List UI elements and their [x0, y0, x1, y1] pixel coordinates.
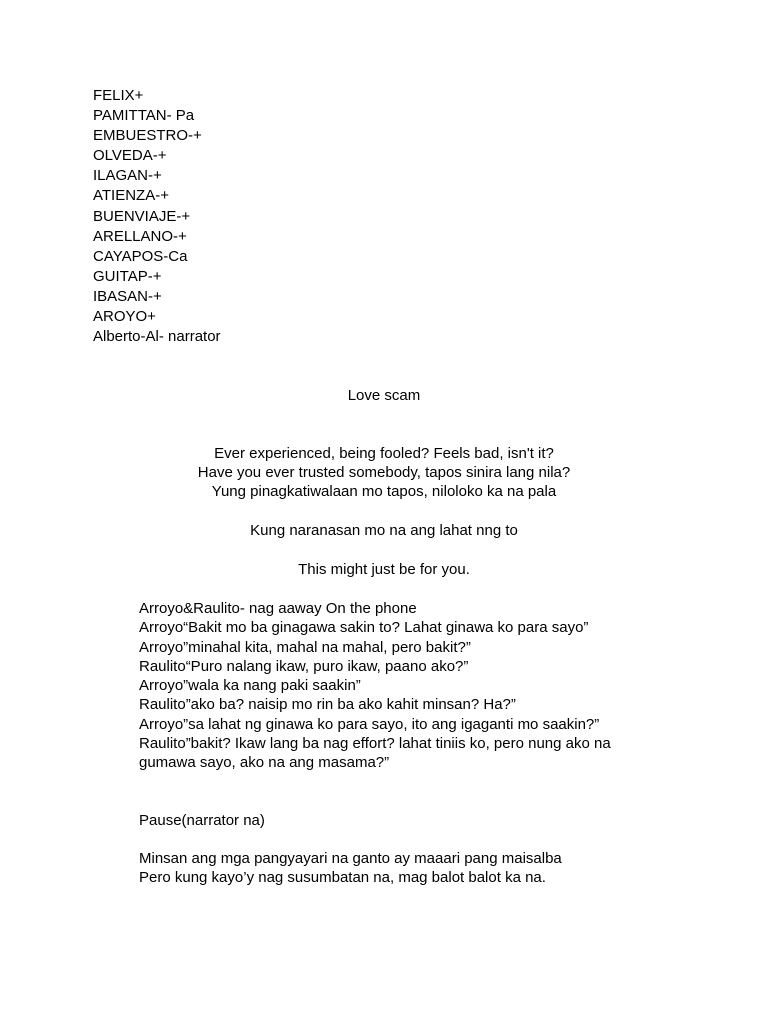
cast-list [93, 86, 221, 347]
cast-item: ARELLANO-+ [93, 227, 187, 245]
dialogue-line: Arroyo”minahal kita, mahal na mahal, pero bakit?” [139, 638, 471, 656]
intro-line: Have you ever trusted somebody, tapos sinira lang nila? [197, 464, 571, 481]
dialogue-line: Raulito“Puro nalang ikaw, puro ikaw, paano ako?” [139, 657, 469, 675]
cast-item: BUENVIAJE-+ [93, 207, 191, 225]
document-title: Love scam [347, 387, 421, 404]
cast-item: ILAGAN-+ [93, 167, 162, 185]
centered-line: Kung naranasan mo na ang lahat nng to [250, 522, 518, 539]
dialogue-line: Arroyo”wala ka nang paki saakin” [139, 677, 361, 695]
cast-item: GUITAP-+ [93, 267, 162, 285]
intro-line: Ever experienced, being fooled? Feels bad, isn't it? [214, 445, 554, 462]
dialogue-line: Arroyo“Bakit mo ba ginagawa sakin to? Lahat ginawa ko para sayo” [139, 619, 589, 637]
closing-line: Minsan ang mga pangyayari na ganto ay maaari pang maisalba [139, 850, 562, 867]
intro-line: Yung pinagkatiwalaan mo tapos, niloloko ka na pala [211, 483, 557, 500]
pause-line: Pause(narrator na) [139, 812, 265, 829]
cast-item: CAYAPOS-Ca [93, 247, 188, 265]
dialogue-line: Raulito”bakit? Ikaw lang ba nag effort? lahat tiniis ko, pero nung ako na [139, 735, 611, 753]
dialogue-line: Arroyo&Raulito- nag aaway On the phone [139, 600, 417, 617]
closing-block [139, 849, 562, 888]
dialogue-block [139, 599, 611, 773]
dialogue-line: Arroyo”sa lahat ng ginawa ko para sayo, ito ang igaganti mo saakin?” [139, 715, 600, 733]
cast-item: AROYO+ [93, 308, 156, 326]
cast-item: ATIENZA-+ [93, 187, 169, 205]
dialogue-line: Raulito”ako ba? naisip mo rin ba ako kahit minsan? Ha?” [139, 696, 516, 714]
cast-item: PAMITTAN- Pa [93, 107, 195, 125]
cast-item: IBASAN-+ [93, 287, 162, 305]
cast-item: Alberto-Al- narrator [93, 328, 221, 346]
cast-item: EMBUESTRO-+ [93, 127, 202, 145]
cast-item: OLVEDA-+ [93, 147, 167, 165]
closing-line: Pero kung kayo’y nag susumbatan na, mag balot balot ka na. [139, 869, 546, 887]
dialogue-line: gumawa sayo, ako na ang masama?” [139, 754, 390, 772]
cast-item: FELIX+ [93, 87, 144, 104]
centered-line: This might just be for you. [298, 561, 470, 578]
